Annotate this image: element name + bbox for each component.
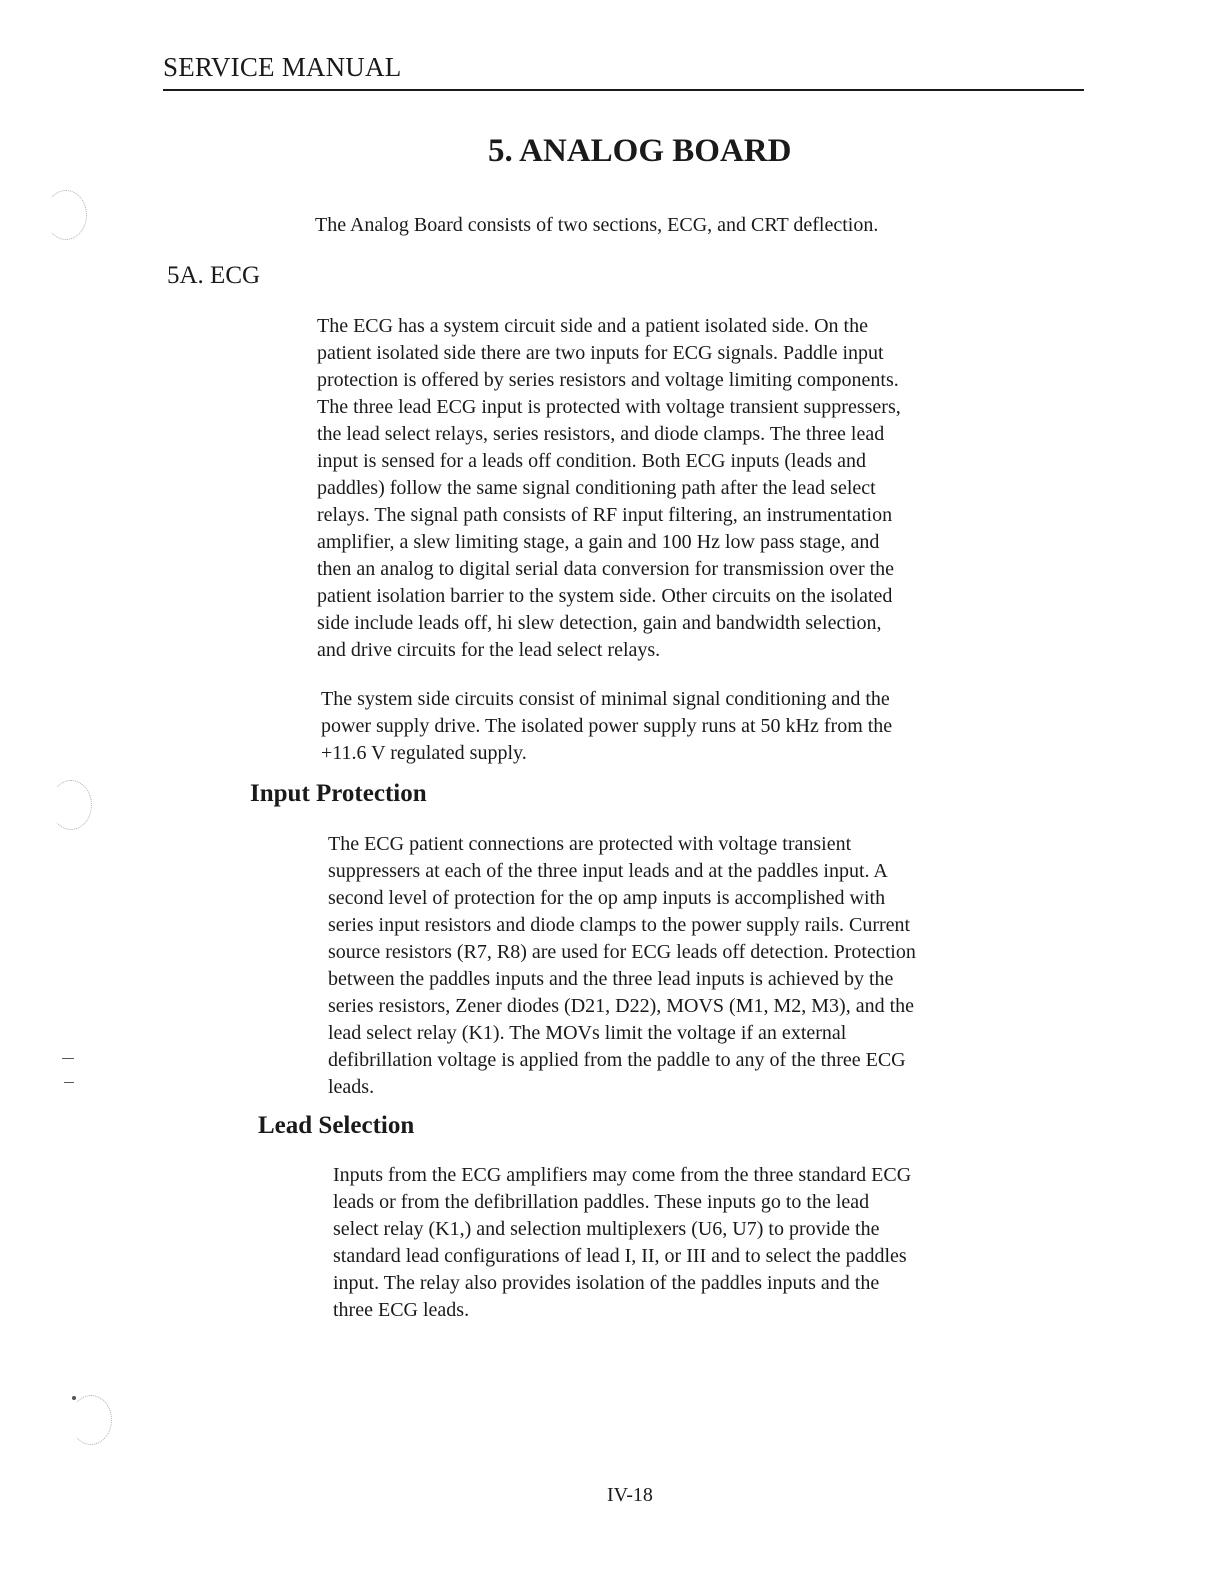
text-line: input. The relay also provides isolation of the paddles inputs and the [333,1272,880,1294]
text-line: leads. [328,1076,375,1098]
page-number: IV-18 [607,1484,653,1506]
chapter-title: 5. ANALOG BOARD [488,133,792,169]
text-line: The ECG patient connections are protected with voltage transient [328,833,852,855]
text-line: side include leads off, hi slew detection, gain and bandwidth selection, [317,612,882,634]
text-line: protection is offered by series resistors and voltage limiting components. [317,369,899,391]
text-line: series input resistors and diode clamps to the power supply rails. Current [328,914,911,936]
header-rule [163,89,1084,91]
scan-speck [62,1058,74,1059]
text-line: source resistors (R7, R8) are used for ECG leads off detection. Protection [328,941,916,963]
chapter-intro: The Analog Board consists of two sections, ECG, and CRT deflection. [315,214,879,236]
text-line: The system side circuits consist of minimal signal conditioning and the [321,688,890,710]
scan-speck [64,1082,74,1083]
ecg-paragraph-1 [317,313,1047,664]
text-line: leads or from the defibrillation paddles. These inputs go to the lead [333,1191,870,1213]
text-line: power supply drive. The isolated power supply runs at 50 kHz from the [321,715,893,737]
text-line: patient isolated side there are two inputs for ECG signals. Paddle input [317,342,884,364]
text-line: second level of protection for the op amp inputs is accomplished with [328,887,886,909]
text-line: relays. The signal path consists of RF input filtering, an instrumentation [317,504,893,526]
text-line: input is sensed for a leads off condition. Both ECG inputs (leads and [317,450,866,472]
input-protection-paragraph [328,831,1058,1101]
lead-selection-paragraph [333,1162,1063,1324]
punch-hole-mark [50,780,92,830]
text-line: the lead select relays, series resistors, and diode clamps. The three lead [317,423,885,445]
text-line: lead select relay (K1). The MOVs limit the voltage if an external [328,1022,847,1044]
text-line: +11.6 V regulated supply. [321,742,527,764]
text-line: between the paddles inputs and the three lead inputs is achieved by the [328,968,894,990]
text-line: The three lead ECG input is protected with voltage transient suppressers, [317,396,901,418]
text-line: The ECG has a system circuit side and a patient isolated side. On the [317,315,868,337]
text-line: series resistors, Zener diodes (D21, D22), MOVS (M1, M2, M3), and the [328,995,915,1017]
input-protection-heading: Input Protection [250,780,427,807]
punch-hole-mark [70,1395,112,1445]
punch-hole-mark [45,190,87,240]
ecg-paragraph-2 [321,686,1051,767]
text-line: then an analog to digital serial data conversion for transmission over the [317,558,895,580]
text-line: suppressers at each of the three input leads and at the paddles input. A [328,860,888,882]
section-title: 5A. ECG [167,262,261,289]
text-line: amplifier, a slew limiting stage, a gain and 100 Hz low pass stage, and [317,531,880,553]
scan-speck [72,1396,76,1400]
text-line: paddles) follow the same signal conditioning path after the lead select [317,477,876,499]
text-line: patient isolation barrier to the system side. Other circuits on the isolated [317,585,893,607]
text-line: and drive circuits for the lead select relays. [317,639,661,661]
text-line: Inputs from the ECG amplifiers may come from the three standard ECG [333,1164,912,1186]
text-line: defibrillation voltage is applied from the paddle to any of the three ECG [328,1049,906,1071]
text-line: three ECG leads. [333,1299,470,1321]
lead-selection-heading: Lead Selection [258,1112,415,1139]
text-line: standard lead configurations of lead I, II, or III and to select the paddles [333,1245,907,1267]
running-header: SERVICE MANUAL [163,52,402,82]
text-line: select relay (K1,) and selection multiplexers (U6, U7) to provide the [333,1218,880,1240]
